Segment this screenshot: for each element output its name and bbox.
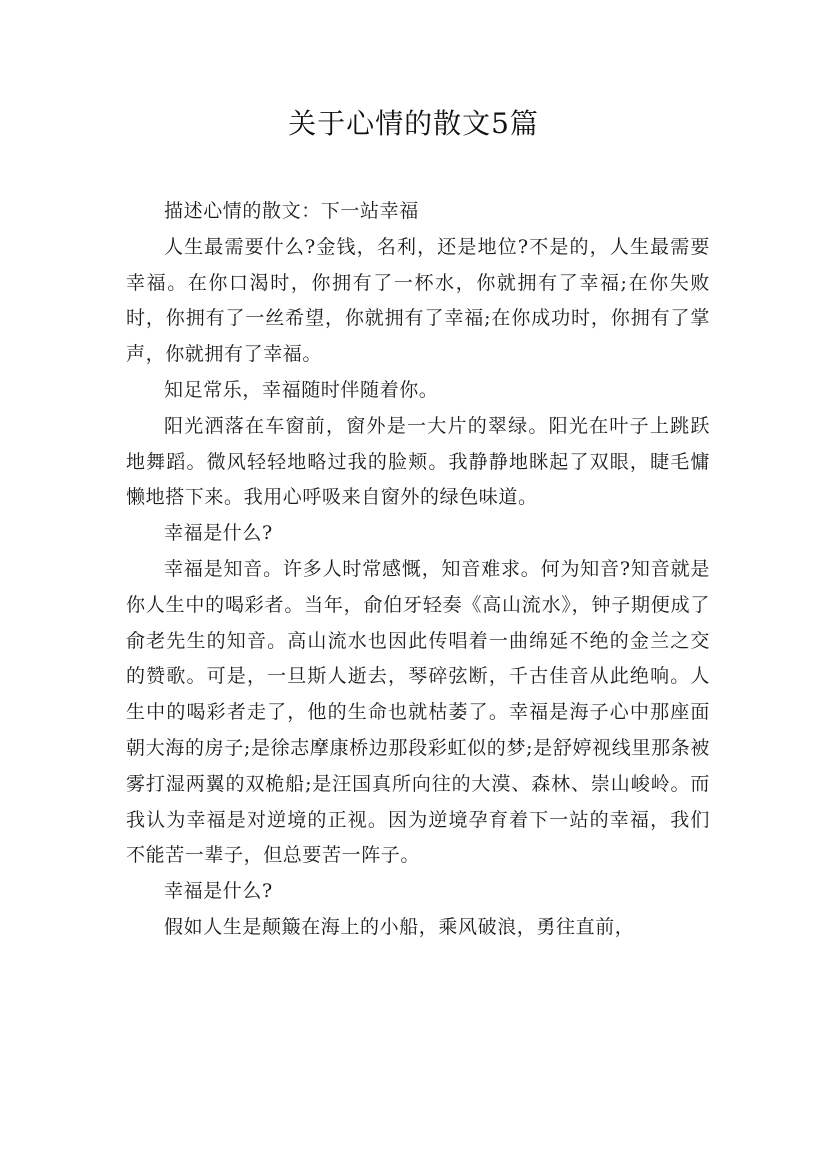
- paragraph: 幸福是知音。许多人时常感慨，知音难求。何为知音?知音就是你人生中的喝彩者。当年，俞伯牙轻奏《高山流水》，钟子期便成了俞老先生的知音。高山流水也因此传唱着一曲绵延不绝的金兰之交的赞歌。可是，一旦斯人逝去，琴碎弦断，千古佳音从此绝响。人生中的喝彩者走了，他的生命也就枯萎了。幸福是海子心中那座面朝大海的房子;是徐志摩康桥边那段彩虹似的梦;是舒婷视线里那条被雾打湿两翼的双桅船;是汪国真所向往的大漠、森林、崇山峻岭。而我认为幸福是对逆境的正视。因为逆境孕育着下一站的幸福，我们不能苦一辈子，但总要苦一阵子。: [126, 557, 710, 867]
- paragraph: 阳光洒落在车窗前，窗外是一大片的翠绿。阳光在叶子上跳跃地舞蹈。微风轻轻地略过我的脸颊。我静静地眯起了双眼，睫毛慵懒地搭下来。我用心呼吸来自窗外的绿色味道。: [126, 414, 710, 509]
- paragraph: 假如人生是颠簸在海上的小船，乘风破浪，勇往直前，: [164, 915, 635, 938]
- document-body: [126, 194, 710, 946]
- document-title: 关于心情的散文5篇: [288, 107, 539, 140]
- paragraph-heading: 幸福是什么?: [164, 880, 273, 903]
- paragraph: 人生最需要什么?金钱，名利，还是地位?不是的，人生最需要幸福。在你口渴时，你拥有了一杯水，你就拥有了幸福;在你失败时，你拥有了一丝希望，你就拥有了幸福;在你成功时，你拥有了掌声，你就拥有了幸福。: [126, 235, 710, 366]
- paragraph-subtitle: 描述心情的散文：下一站幸福: [164, 200, 419, 222]
- paragraph-heading: 幸福是什么?: [164, 522, 273, 545]
- paragraph: 知足常乐，幸福随时伴随着你。: [164, 378, 439, 401]
